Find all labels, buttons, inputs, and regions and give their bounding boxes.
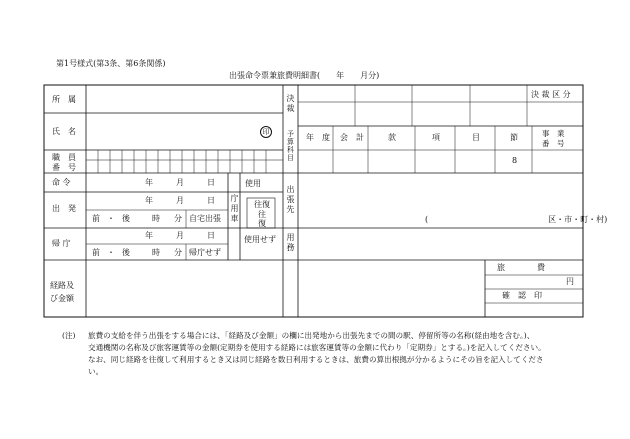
kicho-month: 月 [176,231,184,240]
label-meirei: 命 令 [52,178,71,187]
yosan-moku: 目 [472,133,480,142]
note-line-2: 交通機関の名称及び旅客運賃等の金額(定期券を使用する経路には旅客運賃等の金額に代わり「定期券」とする。)を記入してください。 [88,343,546,352]
label-shozoku: 所 属 [52,95,76,104]
label-yomu: 用 務 [286,233,295,252]
note-line-1: 旅費の支給を伴う出張をする場合には、「経路及び金額」の欄に出発地から出張先までの間の駅、停留所等の名称(経由地を含む。)、 [88,331,535,340]
kicho-dot: ・ [107,248,115,257]
shuppatsu-ji: 時 [152,214,160,223]
yosan-setsu: 節 [510,133,518,142]
yosan-kan: 款 [388,133,396,142]
kicho-day: 日 [207,231,215,240]
kicho-zen: 前 [92,248,100,257]
label-shimei: 氏 名 [52,127,76,136]
shuppatsu-dot: ・ [107,214,115,223]
ryohi-label: 旅 費 [497,263,545,272]
yosan-kou: 項 [432,133,440,142]
shuppatsu-zen: 前 [92,214,100,223]
label-shokuin-bango: 職 員 番 号 [52,153,76,172]
label-kessai: 決 裁 [286,94,295,113]
label-shucho-saki: 出 張 先 [286,185,295,214]
meirei-month: 月 [176,178,184,187]
shiyo-sezu-label: 使用せず [244,235,276,244]
ku-shi-cho-son: ( 区・市・町・村) [425,215,608,224]
label-chouyou-sha: 庁 用 車 [230,194,239,223]
shuppatsu-day: 日 [207,196,215,205]
label-shuppatsu: 出 発 [52,204,76,213]
kakunin-in-label: 確 認 印 [502,291,542,300]
form-number-label: 第1号様式(第3条、第6条関係) [56,59,166,68]
jigyo-bango-label: 事 業 番 号 [542,129,565,148]
yen-label: 円 [566,277,574,286]
jitaku-shucho-label: 自宅出張 [189,214,221,223]
shuppatsu-year: 年 [145,196,153,205]
meirei-day: 日 [207,178,215,187]
label-keiro: 経路及 び金額 [50,281,74,303]
shuppatsu-go: 後 [122,214,130,223]
setsu-value: 8 [512,156,518,165]
label-kicho: 帰 庁 [52,239,71,248]
kicho-sezu-label: 帰庁せず [189,248,221,257]
meirei-year: 年 [145,178,153,187]
kicho-go: 後 [122,248,130,257]
yosan-kaikei: 会 計 [340,133,364,142]
kessai-kubun-label: 決 裁 区 分 [531,90,571,99]
form-title: 出張命令票兼旅費明細書( 年 月分) [229,71,380,80]
label-yosan-kamoku: 予 算 科 目 [287,130,294,163]
shiyo-label: 使用 [245,179,261,188]
kicho-fun: 分 [174,248,182,257]
ofuku-box: 往復 往 復 [254,200,270,229]
yosan-nendo: 年 度 [306,133,330,142]
kicho-ji: 時 [152,248,160,257]
shuppatsu-month: 月 [176,196,184,205]
notes-label: (注) [62,331,76,340]
kicho-year: 年 [145,231,153,240]
note-line-4: い。 [88,367,104,376]
seal-mark: 印 [260,126,272,138]
note-line-3: なお、同じ経路を往復して利用するとき又は同じ経路を数日利用するときは、旅費の算出根拠が分かるようにその旨を記入してくださ [88,355,544,364]
shuppatsu-fun: 分 [174,214,182,223]
